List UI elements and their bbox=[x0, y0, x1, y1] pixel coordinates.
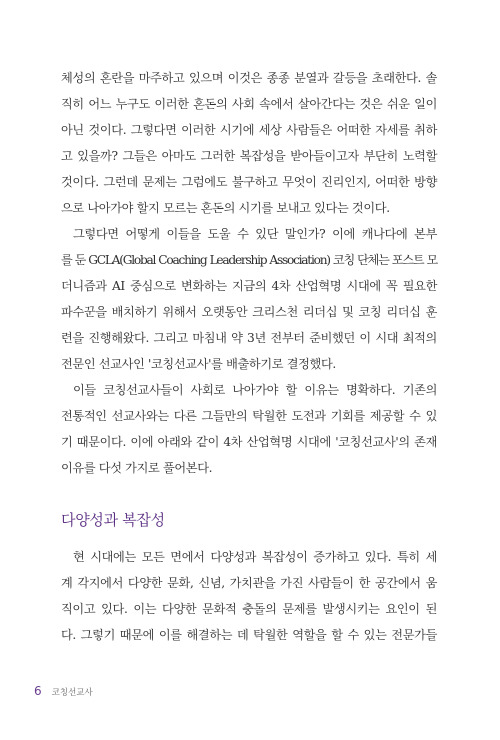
body-line: 아닌 것이다. 그렇다면 이러한 시기에 세상 사람들은 어떠한 자세를 취하 bbox=[61, 123, 437, 137]
body-line: 를 둔 GCLA(Global Coaching Leadership Association) 코칭 단체는 포스트 모 bbox=[61, 253, 437, 267]
body-line: 다. 그렇기 때문에 이를 해결하는 데 탁월한 역할을 할 수 있는 전문가들 bbox=[61, 628, 437, 642]
body-line: 현 시대에는 모든 면에서 다양성과 복잡성이 증가하고 있다. 특히 세 bbox=[73, 550, 437, 564]
body-line: 체성의 혼란을 마주하고 있으며 이것은 종종 분열과 갈등을 초래한다. 솔 bbox=[61, 71, 437, 85]
body-line: 기 때문이다. 이에 아래와 같이 4차 산업혁명 시대에 '코칭선교사'의 존재 bbox=[61, 435, 437, 449]
body-line: 계 각지에서 다양한 문화, 신념, 가치관을 가진 사람들이 한 공간에서 움 bbox=[61, 576, 437, 590]
body-line: 것이다. 그런데 문제는 그럼에도 불구하고 무엇이 진리인지, 어떠한 방향 bbox=[61, 175, 437, 189]
body-line: 전통적인 선교사와는 다른 그들만의 탁월한 도전과 기회를 제공할 수 있 bbox=[61, 409, 437, 423]
body-line: 전문인 선교사인 '코칭선교사'를 배출하기로 결정했다. bbox=[61, 357, 336, 371]
body-line: 이들 코칭선교사들이 사회로 나아가야 할 이유는 명확하다. 기존의 bbox=[73, 383, 437, 397]
section-heading: 다양성과 복잡성 bbox=[61, 511, 165, 529]
running-title: 코칭선교사 bbox=[51, 688, 93, 698]
page-footer bbox=[34, 684, 93, 698]
body-line: 직히 어느 누구도 이러한 혼돈의 사회 속에서 살아간다는 것은 쉬운 일이 bbox=[61, 97, 437, 111]
page-number: 6 bbox=[34, 684, 42, 698]
body-line: 직이고 있다. 이는 다양한 문화적 충돌의 문제를 발생시키는 요인이 된 bbox=[61, 602, 437, 616]
body-line: 으로 나아가야 할지 모르는 혼돈의 시기를 보내고 있다는 것이다. bbox=[61, 201, 390, 215]
body-line: 파수꾼을 배치하기 위해서 오랫동안 크리스천 리더십 및 코칭 리더십 훈 bbox=[61, 305, 437, 319]
body-line: 고 있을까? 그들은 아마도 그러한 복잡성을 받아들이고자 부단히 노력할 bbox=[61, 149, 437, 163]
body-line: 이유를 다섯 가지로 풀어본다. bbox=[61, 461, 213, 475]
body-line: 더니즘과 AI 중심으로 변화하는 지금의 4차 산업혁명 시대에 꼭 필요한 bbox=[61, 279, 437, 293]
body-line: 련을 진행해왔다. 그리고 마침내 약 3년 전부터 준비했던 이 시대 최적의 bbox=[61, 331, 437, 345]
body-line: 그렇다면 어떻게 이들을 도울 수 있단 말인가? 이에 캐나다에 본부 bbox=[73, 227, 437, 241]
